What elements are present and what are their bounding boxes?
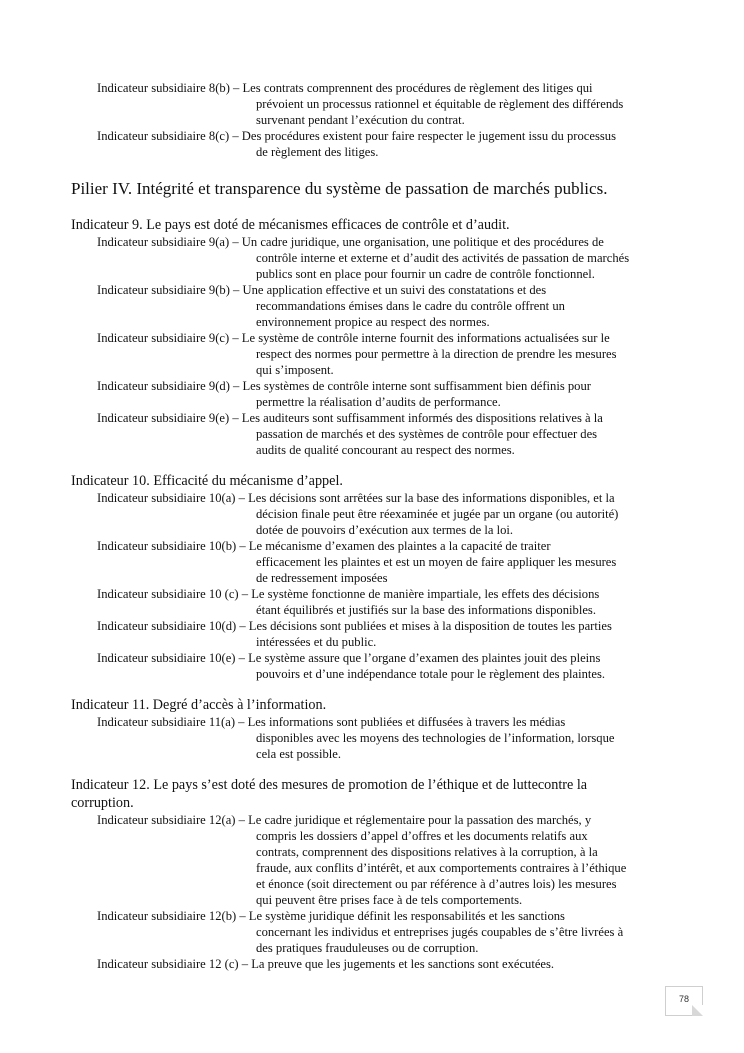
sub-indicator-text: de redressement imposées [256, 571, 388, 585]
indicator-section [71, 696, 691, 762]
sub-indicator-text: contrôle interne et externe et d’audit des activités de passation de marchés [256, 251, 630, 265]
sub-indicator-text: efficacement les plaintes et est un moyen de faire appliquer les mesures [256, 555, 617, 569]
sub-indicator-text: qui peuvent être prises face à de tels comportements. [256, 893, 523, 907]
sub-indicator-text: Le système juridique définit les responsabilités et les sanctions [248, 909, 565, 923]
sub-indicator-text: Les contrats comprennent des procédures de règlement des litiges qui [242, 81, 593, 95]
sub-indicator-label: Indicateur subsidiaire 11(a) – [97, 715, 248, 729]
sub-indicator-text: pouvoirs et d’une indépendance totale pour le règlement des plaintes. [256, 667, 606, 681]
sub-indicator-text: Les auditeurs sont suffisamment informés des dispositions relatives à la [241, 411, 603, 425]
indicator-section [71, 776, 691, 972]
page-number: 78 [678, 994, 689, 1004]
sub-indicator-line [71, 144, 691, 160]
sub-indicator-line [71, 666, 691, 682]
indicator-section [71, 472, 691, 682]
sub-indicator-line [71, 282, 691, 298]
sub-indicator-line [71, 730, 691, 746]
sub-indicator [71, 282, 691, 330]
pillar-heading: Pilier IV. Intégrité et transparence du système de passation de marchés publics. [71, 179, 608, 198]
sub-indicator-text: recommandations émises dans le cadre du contrôle offrent un [256, 299, 565, 313]
sub-indicator-line [71, 394, 691, 410]
sub-indicator-label: Indicateur subsidiaire 9(d) – [97, 379, 243, 393]
sub-indicator-text: dotée de pouvoirs d’exécution aux termes de la loi. [256, 523, 514, 537]
sub-indicator-line [71, 96, 691, 112]
sub-indicator-label: Indicateur subsidiaire 8(b) – [97, 81, 243, 95]
sub-indicator-text: de règlement des litiges. [256, 145, 379, 159]
sub-indicator [71, 410, 691, 458]
sub-indicator-label: Indicateur subsidiaire 9(e) – [97, 411, 242, 425]
indicator-title: corruption. [71, 795, 134, 811]
sub-indicator-label: Indicateur subsidiaire 9(c) – [97, 331, 242, 345]
sub-indicator-line [71, 298, 691, 314]
sub-indicator-text: permettre la réalisation d’audits de performance. [256, 395, 501, 409]
sub-indicator-line [71, 128, 691, 144]
sub-indicator-text: Un cadre juridique, une organisation, une politique et des procédures de [241, 235, 604, 249]
sub-indicator [71, 128, 691, 160]
sub-indicator-line [71, 876, 691, 892]
sub-indicator-text: Une application effective et un suivi des constatations et des [242, 283, 547, 297]
sub-indicator-text: intéressées et du public. [256, 635, 377, 649]
sub-indicator-line [71, 506, 691, 522]
page-curl-icon [692, 1005, 703, 1016]
sub-indicator-line [71, 112, 691, 128]
sub-indicator-line [71, 844, 691, 860]
sub-indicator-text: compris les dossiers d’appel d’offres et les documents relatifs aux [256, 829, 588, 843]
sub-indicator-text: décision finale peut être réexaminée et jugée par un organe (ou autorité) [256, 507, 619, 521]
sub-indicator-label: Indicateur subsidiaire 10(a) – [97, 491, 249, 505]
sub-indicator-line [71, 442, 691, 458]
sub-indicator [71, 330, 691, 378]
sub-indicator-line [71, 828, 691, 844]
document-body [71, 80, 691, 972]
sub-indicator-label: Indicateur subsidiaire 10(e) – [97, 651, 249, 665]
sub-indicator-text: cela est possible. [256, 747, 341, 761]
sub-indicator-text: étant équilibrés et justifiés sur la base des informations disponibles. [256, 603, 596, 617]
sub-indicator-text: publics sont en place pour fournir un cadre de contrôle fonctionnel. [256, 267, 595, 281]
sub-indicator-label: Indicateur subsidiaire 8(c) – [97, 129, 242, 143]
sub-indicator-line [71, 410, 691, 426]
sub-indicator-line [71, 570, 691, 586]
sub-indicator-line [71, 956, 691, 972]
indicator-sections [71, 216, 691, 972]
sub-indicator [71, 586, 691, 618]
sub-indicator [71, 714, 691, 762]
indicator-title: Indicateur 11. Degré d’accès à l’information. [71, 697, 327, 713]
sub-indicator-line [71, 924, 691, 940]
sub-indicator-line [71, 266, 691, 282]
sub-indicator-line [71, 714, 691, 730]
sub-indicator-line [71, 812, 691, 828]
sub-indicator-text: contrats, comprennent des dispositions relatives à la corruption, à la [256, 845, 598, 859]
sub-indicator-text: qui s’imposent. [256, 363, 334, 377]
sub-indicator-line [71, 346, 691, 362]
sub-indicator-text: disponibles avec les moyens des technologies de l’information, lorsque [256, 731, 615, 745]
page-number-badge [665, 986, 703, 1016]
sub-indicator-text: fraude, aux conflits d’intérêt, et aux comportements contraires à l’éthique [256, 861, 627, 875]
sub-indicator [71, 378, 691, 410]
sub-indicator-line [71, 330, 691, 346]
sub-indicator-text: La preuve que les jugements et les sanctions sont exécutées. [251, 957, 555, 971]
sub-indicator-line [71, 860, 691, 876]
sub-indicator-line [71, 746, 691, 762]
sub-indicator-line [71, 940, 691, 956]
sub-indicator-text: respect des normes pour permettre à la direction de prendre les mesures [256, 347, 617, 361]
sub-indicator-label: Indicateur subsidiaire 12(b) – [97, 909, 249, 923]
sub-indicator-line [71, 80, 691, 96]
sub-indicator-line [71, 554, 691, 570]
sub-indicator-label: Indicateur subsidiaire 12(a) – [97, 813, 249, 827]
sub-indicator-line [71, 362, 691, 378]
sub-indicator-text: environnement propice au respect des normes. [256, 315, 490, 329]
sub-indicator-text: des pratiques frauduleuses ou de corruption. [256, 941, 479, 955]
sub-indicator-line [71, 234, 691, 250]
indicator-title: Indicateur 9. Le pays est doté de mécanismes efficaces de contrôle et d’audit. [71, 217, 510, 233]
sub-indicator-line [71, 522, 691, 538]
sub-indicator-text: Les systèmes de contrôle interne sont suffisamment bien définis pour [242, 379, 591, 393]
sub-indicator-line [71, 634, 691, 650]
sub-indicator-text: Le système assure que l’organe d’examen des plaintes jouit des pleins [248, 651, 601, 665]
sub-indicator-line [71, 602, 691, 618]
sub-indicator-label: Indicateur subsidiaire 10(d) – [97, 619, 249, 633]
sub-indicator [71, 812, 691, 908]
sub-indicator [71, 80, 691, 128]
sub-indicator-line [71, 378, 691, 394]
sub-indicator [71, 234, 691, 282]
sub-indicator-line [71, 618, 691, 634]
sub-indicator-text: prévoient un processus rationnel et équitable de règlement des différends [256, 97, 624, 111]
sub-indicator [71, 908, 691, 956]
sub-indicator-text: passation de marchés et des systèmes de contrôle pour effectuer des [256, 427, 598, 441]
sub-indicator-label: Indicateur subsidiaire 12 (c) – [97, 957, 252, 971]
sub-indicator-label: Indicateur subsidiaire 9(b) – [97, 283, 243, 297]
sub-indicator-text: Le système fonctionne de manière impartiale, les effets des décisions [251, 587, 600, 601]
sub-indicator-text: et énonce (soit directement ou par référence à d’autres lois) les mesures [256, 877, 617, 891]
sub-indicator [71, 538, 691, 586]
sub-indicator-line [71, 650, 691, 666]
sub-indicator-label: Indicateur subsidiaire 10(b) – [97, 539, 249, 553]
indicator-title: Indicateur 10. Efficacité du mécanisme d’appel. [71, 473, 343, 489]
sub-indicator-line [71, 314, 691, 330]
sub-indicator-text: Des procédures existent pour faire respecter le jugement issu du processus [241, 129, 616, 143]
sub-indicator-label: Indicateur subsidiaire 10 (c) – [97, 587, 252, 601]
sub-indicator-line [71, 538, 691, 554]
sub-indicator [71, 650, 691, 682]
sub-indicator-text: Les informations sont publiées et diffusées à travers les médias [247, 715, 566, 729]
sub-indicator [71, 618, 691, 650]
sub-indicator-text: concernant les individus et entreprises jugés coupables de s’être livrées à [256, 925, 624, 939]
sub-indicator-text: Le système de contrôle interne fournit des informations actualisées sur le [241, 331, 610, 345]
sub-indicator [71, 490, 691, 538]
indicator-title: Indicateur 12. Le pays s’est doté des mesures de promotion de l’éthique et de luttecontre la [71, 777, 588, 793]
sub-indicator-line [71, 490, 691, 506]
sub-indicator-line [71, 250, 691, 266]
sub-indicator-text: Les décisions sont arrêtées sur la base des informations disponibles, et la [248, 491, 615, 505]
sub-indicator-line [71, 892, 691, 908]
sub-indicator-label: Indicateur subsidiaire 9(a) – [97, 235, 242, 249]
sub-indicator-text: Le cadre juridique et réglementaire pour la passation des marchés, y [248, 813, 592, 827]
sub-indicator-text: Les décisions sont publiées et mises à la disposition de toutes les parties [248, 619, 612, 633]
sub-indicator-text: Le mécanisme d’examen des plaintes a la capacité de traiter [248, 539, 551, 553]
sub-indicator-line [71, 586, 691, 602]
sub-indicator [71, 956, 691, 972]
sub-indicator-text: survenant pendant l’exécution du contrat. [256, 113, 465, 127]
sub-indicator-line [71, 908, 691, 924]
indicator-section [71, 216, 691, 458]
sub-indicator-line [71, 426, 691, 442]
sub-indicator-text: audits de qualité concourant au respect des normes. [256, 443, 515, 457]
intro-sub-indicators [71, 80, 691, 160]
